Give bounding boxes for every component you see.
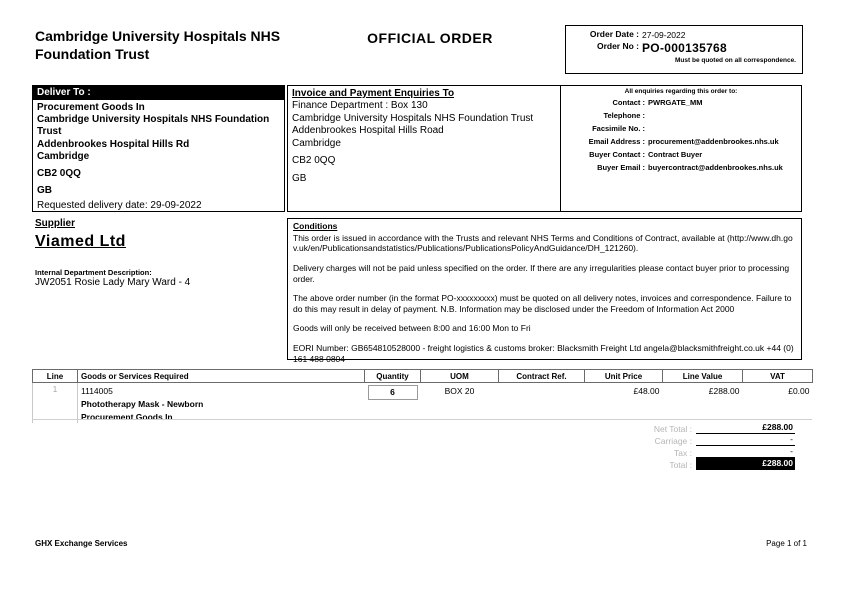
buyer-email-label: Buyer Email : bbox=[597, 163, 645, 172]
email-row bbox=[564, 137, 798, 146]
deliver-to-title: Deliver To : bbox=[33, 86, 284, 100]
header-goods: Goods or Services Required bbox=[78, 370, 365, 383]
item-description: Phototherapy Mask - Newborn bbox=[81, 399, 204, 409]
conditions-box bbox=[287, 218, 802, 364]
order-date-value: 27-09-2022 bbox=[642, 30, 686, 40]
invoice-enquiries-box bbox=[287, 85, 560, 212]
deliver-to-line: Addenbrookes Hospital Hills Rd bbox=[37, 138, 190, 150]
carriage-row bbox=[560, 435, 803, 446]
deliver-to-country: GB bbox=[37, 185, 52, 197]
item-uom: BOX 20 bbox=[444, 386, 475, 396]
totals-block bbox=[560, 423, 803, 471]
tax-row bbox=[560, 447, 803, 458]
item-category: Procurement Goods In bbox=[81, 412, 173, 422]
item-unit-price: £48.00 bbox=[633, 386, 660, 396]
buyer-email-row bbox=[564, 163, 798, 172]
conditions-paragraph: Delivery charges will not be paid unless specified on the order. If there are any irregularities please contact buyer prior to processing order. bbox=[293, 262, 790, 284]
footer-page-number: Page 1 of 1 bbox=[766, 539, 807, 548]
deliver-to-line: Cambridge University Hospitals NHS Foundation Trust bbox=[37, 114, 270, 138]
supplier-name: Viamed Ltd bbox=[35, 233, 126, 250]
order-no-value: PO-000135768 bbox=[642, 41, 727, 55]
header-line-value: Line Value bbox=[663, 370, 743, 383]
item-vat: £0.00 bbox=[788, 386, 810, 396]
buyer-contact-row bbox=[564, 150, 798, 159]
net-total-row bbox=[560, 423, 803, 434]
order-date-label: Order Date : bbox=[589, 29, 639, 39]
contact-label: Contact : bbox=[612, 98, 645, 107]
header-contract-ref: Contract Ref. bbox=[499, 370, 585, 383]
tax-label: Tax : bbox=[674, 448, 692, 458]
item-line-value: £288.00 bbox=[708, 386, 740, 396]
email-value: procurement@addenbrookes.nhs.uk bbox=[648, 137, 779, 146]
net-total-label: Net Total : bbox=[653, 424, 692, 434]
invoice-line: Addenbrookes Hospital Hills Road bbox=[292, 125, 444, 136]
contact-row bbox=[564, 98, 798, 107]
conditions-paragraph: EORI Number: GB654810528000 - freight logistics & customs broker: Blacksmith Freight Ltd angela@blacksmithfreight.co.uk +44 (0) 161 488 0804 bbox=[293, 343, 794, 364]
grand-total-row bbox=[560, 459, 803, 470]
header-line: Line bbox=[33, 370, 78, 383]
internal-dept-label: Internal Department Description: bbox=[35, 268, 152, 277]
deliver-to-line: Cambridge bbox=[37, 150, 90, 162]
contact-value: PWRGATE_MM bbox=[648, 98, 703, 107]
table-row bbox=[33, 383, 813, 424]
supplier-block bbox=[35, 218, 285, 288]
deliver-to-address bbox=[33, 100, 284, 215]
invoice-address bbox=[292, 100, 556, 185]
deliver-to-postcode: CB2 0QQ bbox=[37, 167, 81, 179]
supplier-label: Supplier bbox=[35, 218, 76, 229]
items-table-header-row bbox=[33, 370, 813, 383]
grand-total-value: £288.00 bbox=[696, 458, 795, 470]
internal-dept-value: JW2051 Rosie Lady Mary Ward - 4 bbox=[35, 277, 191, 288]
email-label: Email Address : bbox=[588, 137, 645, 146]
grand-total-label: Total : bbox=[669, 460, 692, 470]
telephone-row bbox=[564, 111, 798, 120]
header-uom: UOM bbox=[421, 370, 499, 383]
header-unit-price: Unit Price bbox=[585, 370, 663, 383]
item-code: 1114005 bbox=[81, 386, 113, 396]
carriage-label: Carriage : bbox=[654, 436, 692, 446]
buyer-contact-value: Contract Buyer bbox=[648, 150, 703, 159]
invoice-line: Cambridge University Hospitals NHS Foundation Trust bbox=[292, 112, 534, 124]
buyer-contact-label: Buyer Contact : bbox=[589, 150, 645, 159]
item-goods-cell bbox=[78, 383, 365, 424]
items-table bbox=[32, 369, 813, 423]
deliver-to-box bbox=[32, 85, 285, 212]
facsimile-row bbox=[564, 124, 798, 133]
buyer-email-value: buyercontract@addenbrookes.nhs.uk bbox=[648, 163, 783, 172]
deliver-to-line: Procurement Goods In bbox=[37, 102, 145, 113]
item-quantity: 6 bbox=[368, 385, 418, 400]
order-note: Must be quoted on all correspondence. bbox=[675, 57, 796, 64]
enquiries-contact-box bbox=[560, 85, 802, 212]
invoice-enquiries-title: Invoice and Payment Enquiries To bbox=[292, 88, 455, 99]
footer-service-name: GHX Exchange Services bbox=[35, 539, 128, 548]
invoice-line: Finance Department : Box 130 bbox=[292, 100, 428, 111]
conditions-paragraph: This order is issued in accordance with the Trusts and relevant NHS Terms and Conditions of Contract, available at (http://www.dh.gov.uk/en/Publicationsandstatistics/Publications/PublicationsPolicyAndGuidance/DH_121260). bbox=[293, 232, 793, 254]
conditions-paragraph: Goods will only be received between 8:00 and 16:00 Mon to Fri bbox=[293, 323, 531, 334]
invoice-country: GB bbox=[292, 172, 307, 184]
order-no-row bbox=[570, 41, 798, 55]
requested-delivery-date: Requested delivery date: 29-09-2022 bbox=[37, 200, 202, 212]
organisation-name: Cambridge University Hospitals NHS Foundation Trust bbox=[35, 28, 281, 63]
enquiries-heading: All enquiries regarding this order to: bbox=[624, 88, 738, 95]
net-total-value: £288.00 bbox=[696, 422, 795, 434]
item-quantity-cell bbox=[365, 383, 421, 424]
invoice-line: Cambridge bbox=[292, 137, 341, 149]
invoice-postcode: CB2 0QQ bbox=[292, 155, 336, 166]
item-contract-ref bbox=[499, 383, 585, 424]
carriage-value: - bbox=[696, 434, 795, 446]
page-title: OFFICIAL ORDER bbox=[367, 30, 493, 46]
header-quantity: Quantity bbox=[365, 370, 421, 383]
order-date-row bbox=[570, 29, 798, 40]
conditions-paragraph: The above order number (in the format PO-xxxxxxxxx) must be quoted on all delivery notes, invoices and correspondence. Failure to do this may result in delay of payment. N.B. Information may be disclosed under the Freedom of Information Act 2000 bbox=[293, 293, 792, 314]
header-vat: VAT bbox=[743, 370, 813, 383]
order-reference-box bbox=[565, 25, 803, 74]
conditions-title: Conditions bbox=[293, 221, 338, 231]
telephone-label: Telephone : bbox=[603, 111, 645, 120]
item-line-number: 1 bbox=[33, 383, 78, 424]
tax-value: - bbox=[696, 446, 795, 458]
facsimile-label: Facsimile No. : bbox=[592, 124, 645, 133]
table-bottom-divider bbox=[32, 419, 812, 420]
order-no-label: Order No : bbox=[596, 41, 639, 51]
